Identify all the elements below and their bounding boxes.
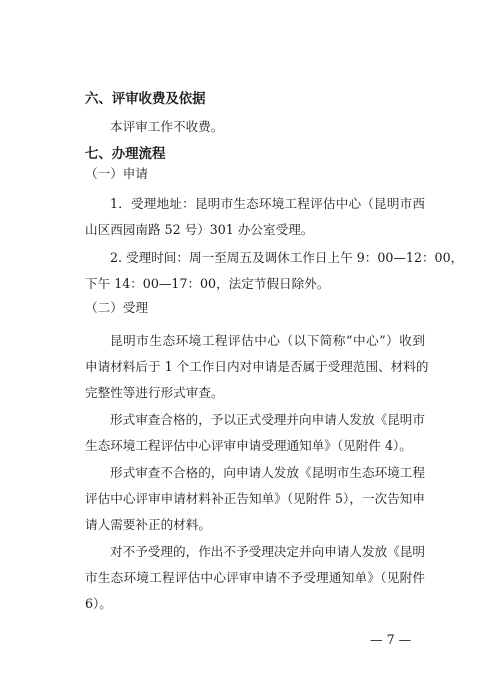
unqualified-para-line-1: 形式审查不合格的，向申请人发放《昆明市生态环境工程 (110, 465, 425, 480)
section-heading-fee: 六、评审收费及依据 (85, 92, 206, 107)
acceptance-para-line-3: 完整性等进行形式审查。 (85, 385, 224, 400)
qualified-para-line-2: 生态环境工程评估中心评审申请受理通知单》（见附件 4）。 (85, 438, 412, 453)
qualified-para-line-1: 形式审查合格的，予以正式受理并向申请人发放《昆明市 (110, 412, 425, 427)
address-line-2: 山区西园南路 52 号）301 办公室受理。 (85, 222, 314, 237)
address-line-1: 1．受理地址：昆明市生态环境工程评估中心（昆明市西 (110, 196, 425, 211)
hours-line-1: 2. 受理时间：周一至周五及调休工作日上午 9：00—12：00， (110, 250, 464, 265)
section-heading-process: 七、办理流程 (85, 147, 166, 162)
rejection-para-line-3: 6）。 (85, 596, 112, 611)
unqualified-para-line-2: 评估中心评审申请材料补正告知单》（见附件 5），一次告知申 (85, 491, 425, 506)
rejection-para-line-2: 市生态环境工程评估中心评审申请不予受理通知单》（见附件 (85, 570, 425, 585)
subheading-application: （一）申请 (85, 166, 148, 181)
acceptance-para-line-1: 昆明市生态环境工程评估中心（以下简称“中心”）收到 (110, 333, 425, 348)
unqualified-para-line-3: 请人需要补正的材料。 (85, 517, 211, 532)
fee-statement: 本评审工作不收费。 (110, 119, 224, 134)
acceptance-para-line-2: 申请材料后于 1 个工作日内对申请是否属于受理范围、材料的 (85, 359, 429, 374)
subheading-acceptance: （二）受理 (85, 300, 148, 315)
rejection-para-line-1: 对不予受理的，作出不予受理决定并向申请人发放《昆明 (110, 544, 425, 559)
hours-line-2: 下午 14：00—17：00，法定节假日除外。 (85, 276, 330, 291)
page-number: — 7 — (370, 632, 412, 647)
